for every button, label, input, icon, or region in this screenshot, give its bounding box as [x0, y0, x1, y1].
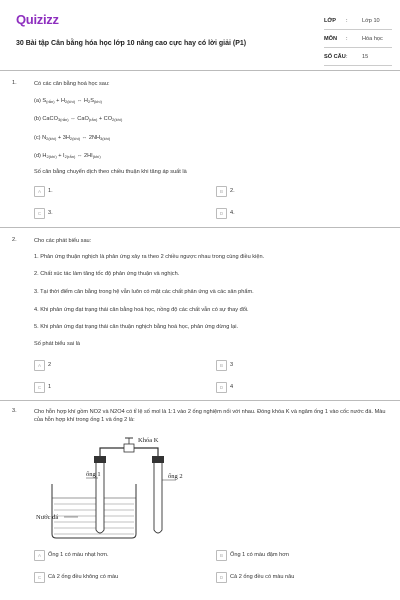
question-intro: Có các cân bằng hoá học sau: — [34, 81, 110, 87]
question-divider — [0, 400, 400, 401]
meta-colon: : — [346, 54, 348, 60]
meta-value: Lớp 10 — [362, 18, 380, 24]
option-letter: B — [216, 186, 227, 197]
option-letter: D — [216, 208, 227, 219]
question-prompt: Số phát biểu sai là — [34, 341, 81, 347]
answer-option-b[interactable] — [216, 186, 376, 197]
option-text: Cả 2 ống đều không có màu — [48, 573, 119, 580]
question-number: 2. — [12, 237, 17, 243]
tube2-label: ống 2 — [168, 473, 183, 480]
meta-value: 15 — [362, 54, 369, 60]
option-text: 1. — [48, 187, 53, 194]
option-text: 3. — [48, 209, 53, 216]
option-letter: B — [216, 360, 227, 371]
header-divider — [0, 70, 400, 71]
ice-water-label: Nước đá — [36, 514, 59, 521]
tube1-label: ống 1 — [86, 471, 101, 478]
meta-colon: : — [346, 36, 348, 42]
question-3-options — [12, 550, 392, 590]
option-text: Ống 1 có màu nhạt hơn. — [48, 551, 109, 558]
meta-label: SỐ CÂU — [324, 54, 346, 60]
meta-colon: : — [346, 18, 348, 24]
worksheet-title: 30 Bài tập Cân bằng hóa học lớp 10 nâng cao cực hay có lời giải (P1) — [16, 40, 247, 47]
option-text: Ống 1 có màu đậm hơn — [230, 551, 290, 558]
answer-option-b[interactable] — [216, 550, 376, 561]
question-intro: Cho các phát biểu sau: — [34, 238, 92, 244]
reaction-a: (a) $S_{(rắn)} + H_{2(khí)}$ ⇔ $H_2S_{(khí)}$ — [34, 98, 102, 105]
statement-3: 3. Tại thời điểm cân bằng trong hệ vẫn luôn có mặt các chất phản ứng và các sản phẩm. — [34, 289, 254, 295]
answer-option-c[interactable] — [34, 208, 194, 219]
option-letter: D — [216, 572, 227, 583]
answer-option-a[interactable] — [34, 550, 194, 561]
option-letter: A — [34, 186, 45, 197]
meta-label: LỚP — [324, 18, 336, 24]
meta-label: MÔN — [324, 36, 338, 42]
question-intro: Cho hỗn hợp khí gồm NO2 và N2O4 có tỉ lệ số mol là 1:1 vào 2 ống nghiệm nối với nhau. Đóng khóa K và ngâm ống 1 vào cốc nước đá. Màu của hỗn hợp khí trong ống 1 và ống 2 là: — [34, 409, 386, 423]
answer-option-a[interactable] — [34, 186, 194, 197]
option-letter: C — [34, 208, 45, 219]
option-letter: B — [216, 550, 227, 561]
apparatus-figure — [36, 434, 206, 542]
option-text: Cả 2 ống đều có màu nâu — [230, 573, 295, 580]
question-number: 1. — [12, 80, 17, 86]
question-divider — [0, 227, 400, 228]
meta-row-subject — [324, 34, 392, 48]
option-text: 1 — [48, 383, 52, 390]
question-number: 3. — [12, 408, 17, 414]
statement-4: 4. Khi phản ứng đạt trạng thái cân bằng hoá học, nồng độ các chất vẫn có sự thay đổi. — [34, 307, 249, 313]
option-letter: A — [34, 550, 45, 561]
option-letter: C — [34, 572, 45, 583]
option-text: 4. — [230, 209, 235, 216]
option-text: 2 — [48, 361, 52, 368]
meta-value: Hóa học — [362, 36, 383, 42]
reaction-d: (d) $H_{2(khí)} + I_{2(rắn)}$ ⇔ $2HI_{(khí)}$ — [34, 153, 101, 160]
quizizz-logo: Quizizz — [16, 12, 59, 27]
option-letter: D — [216, 382, 227, 393]
reaction-c: (c) $N_{2(khí)} + 3H_{2(khí)}$ ⇔ $2NH_{3(khí)}$ — [34, 135, 111, 142]
statement-5: 5. Khi phản ứng đạt trạng thái cân thuận nghịch bằng hoá học, phản ứng dừng lại. — [34, 324, 239, 330]
option-letter: C — [34, 382, 45, 393]
worksheet-header — [8, 8, 392, 68]
answer-option-a[interactable] — [34, 360, 194, 371]
answer-option-d[interactable] — [216, 208, 376, 219]
reaction-b: (b) CaCO$_{3(rắn)}$ ⇔ $CaO_{(rắn)} + CO_{2(khí)}$ — [34, 116, 123, 123]
apparatus-drawing — [36, 434, 206, 542]
option-text: 2. — [230, 187, 235, 194]
answer-option-c[interactable] — [34, 382, 194, 393]
statement-1: 1. Phản ứng thuận nghịch là phản ứng xảy ra theo 2 chiều ngược nhau trong cùng điều kiện. — [34, 254, 265, 260]
answer-option-d[interactable] — [216, 382, 376, 393]
meta-row-count — [324, 52, 392, 66]
answer-option-b[interactable] — [216, 360, 376, 371]
option-letter: A — [34, 360, 45, 371]
answer-option-c[interactable] — [34, 572, 194, 583]
option-text: 4 — [230, 383, 234, 390]
option-text: 3 — [230, 361, 234, 368]
worksheet-meta — [324, 16, 392, 70]
answer-option-d[interactable] — [216, 572, 376, 583]
meta-row-grade — [324, 16, 392, 30]
question-prompt: Số cân bằng chuyển dịch theo chiều thuận khi tăng áp suất là — [34, 169, 187, 175]
statement-2: 2. Chất xúc tác làm tăng tốc độ phản ứng thuận và nghịch. — [34, 271, 180, 277]
valve-label: Khóa K — [138, 437, 159, 444]
